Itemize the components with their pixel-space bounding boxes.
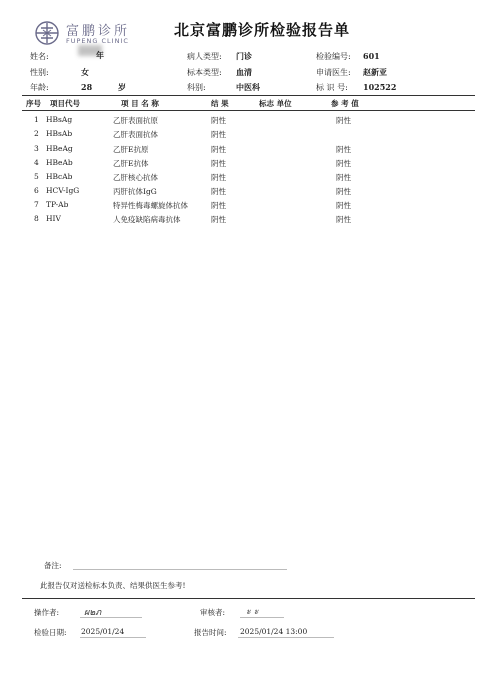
table-top-rule	[22, 95, 475, 96]
cell-code: HBeAb	[46, 158, 73, 167]
cell-code: HCV-IgG	[46, 186, 80, 195]
cell-name: 乙肝E抗原	[113, 145, 149, 154]
cell-result: 阴性	[211, 116, 226, 125]
cell-name: 乙肝核心抗体	[113, 173, 158, 182]
cell-ref: 阴性	[336, 145, 351, 154]
dept-label: 科别:	[187, 83, 206, 92]
cell-seq: 5	[34, 172, 39, 181]
cell-name: 乙肝E抗体	[113, 159, 149, 168]
patient-type-label: 病人类型:	[187, 52, 222, 61]
test-no-label: 检验编号:	[316, 52, 351, 61]
cell-result: 阴性	[211, 215, 226, 224]
doctor-label: 申请医生:	[316, 68, 351, 77]
test-date-underline	[80, 637, 146, 638]
table-header-rule	[22, 110, 475, 111]
doctor-value: 赵新亚	[363, 67, 387, 77]
cell-seq: 6	[34, 186, 39, 195]
cell-seq: 2	[34, 129, 39, 138]
sample-type-label: 标本类型:	[187, 68, 222, 77]
reviewer-underline	[240, 617, 284, 618]
footer-rule	[22, 598, 475, 599]
cell-code: TP-Ab	[46, 200, 69, 209]
operator-underline	[80, 617, 142, 618]
cell-name: 乙肝表面抗原	[113, 116, 158, 125]
col-header-name: 项 目 名 称	[121, 99, 159, 108]
remark-underline	[73, 569, 287, 570]
operator-label: 操作者:	[34, 608, 60, 617]
gender-label: 性别:	[30, 68, 49, 77]
cell-result: 阴性	[211, 130, 226, 139]
cell-name: 乙肝表面抗体	[113, 130, 158, 139]
age-unit: 岁	[118, 82, 126, 92]
col-header-result: 结 果	[211, 99, 229, 108]
cell-result: 阴性	[211, 145, 226, 154]
cell-seq: 4	[34, 158, 39, 167]
cell-name: 人免疫缺陷病毒抗体	[113, 215, 181, 224]
name-label: 姓名:	[30, 52, 49, 61]
reviewer-label: 审核者:	[200, 608, 226, 617]
name-value: 年	[96, 50, 104, 60]
cell-ref: 阴性	[336, 215, 351, 224]
cell-seq: 1	[34, 115, 39, 124]
report-time-underline	[238, 637, 334, 638]
id-value: 102522	[363, 82, 397, 92]
cell-code: HBcAb	[46, 172, 73, 181]
cell-result: 阴性	[211, 159, 226, 168]
cell-code: HBsAg	[46, 115, 73, 124]
col-header-code: 项目代号	[50, 99, 80, 108]
clinic-logo-cn: 富鹏诊所	[66, 24, 131, 39]
reviewer-signature-icon: ะ ะ	[246, 607, 259, 617]
cell-ref: 阴性	[336, 116, 351, 125]
gender-value: 女	[81, 67, 89, 77]
clinic-logo-en: FUPENG CLINIC	[66, 37, 129, 45]
cell-seq: 8	[34, 214, 39, 223]
cell-seq: 7	[34, 200, 39, 209]
dept-value: 中医科	[236, 82, 260, 92]
cell-code: HBsAb	[46, 129, 73, 138]
col-header-seq: 序号	[26, 99, 41, 108]
patient-type-value: 门诊	[236, 51, 252, 61]
id-label: 标 识 号:	[316, 83, 348, 92]
cell-ref: 阴性	[336, 159, 351, 168]
col-header-ref: 参 考 值	[331, 99, 359, 108]
operator-signature-icon: ผ๒ภ	[84, 608, 102, 618]
cell-result: 阴性	[211, 201, 226, 210]
test-no-value: 601	[363, 51, 380, 61]
age-label: 年龄:	[30, 83, 49, 92]
cell-result: 阴性	[211, 187, 226, 196]
test-date-label: 检验日期:	[34, 628, 67, 637]
cell-ref: 阴性	[336, 187, 351, 196]
cell-name: 特异性梅毒螺旋体抗体	[113, 201, 188, 210]
cell-seq: 3	[34, 144, 39, 153]
col-header-flag-unit: 标志 单位	[259, 99, 292, 108]
test-date-value: 2025/01/24	[81, 627, 125, 636]
remark-label: 备注:	[44, 561, 62, 570]
cell-code: HIV	[46, 214, 61, 223]
cell-ref: 阴性	[336, 201, 351, 210]
age-value: 28	[81, 82, 93, 92]
cell-code: HBeAg	[46, 144, 73, 153]
report-time-value: 2025/01/24 13:00	[240, 627, 308, 636]
cell-name: 丙肝抗体IgG	[113, 187, 157, 196]
report-time-label: 报告时间:	[194, 628, 227, 637]
cell-result: 阴性	[211, 173, 226, 182]
cell-ref: 阴性	[336, 173, 351, 182]
report-title: 北京富鹏诊所检验报告单	[174, 21, 351, 39]
clinic-logo-icon	[32, 20, 62, 46]
disclaimer-text: 此报告仅对送检标本负责、结果供医生参考!	[40, 581, 186, 590]
sample-type-value: 血清	[236, 67, 252, 77]
